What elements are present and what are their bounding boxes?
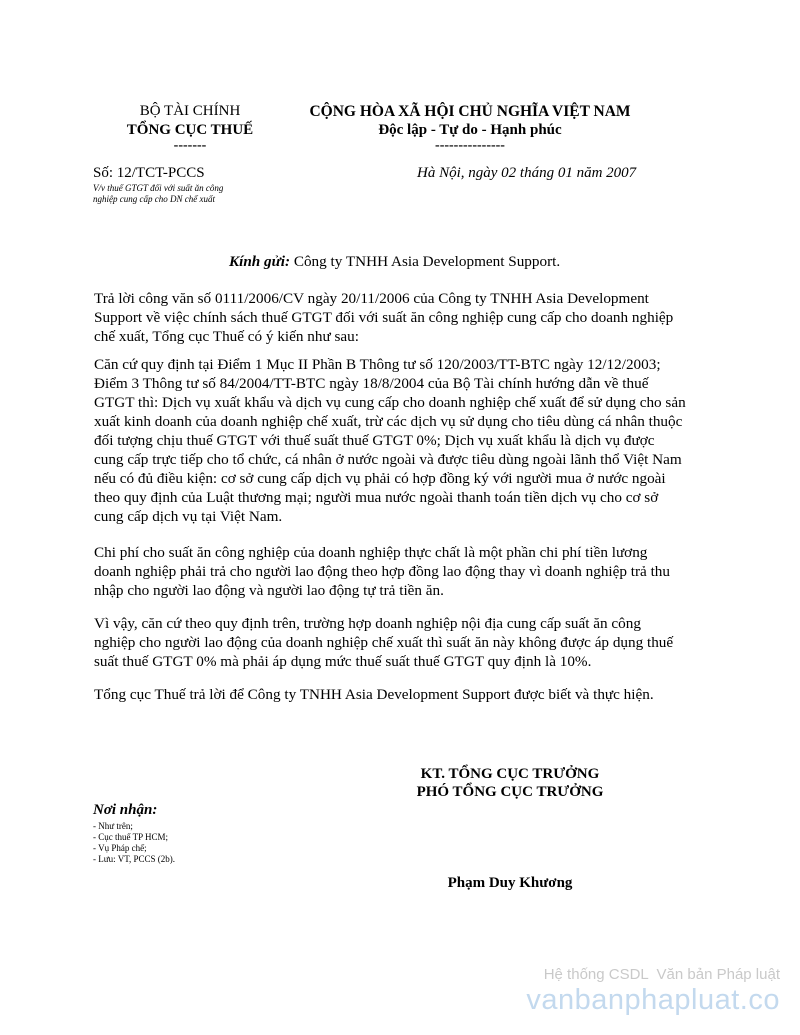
watermark-caption: Hệ thống CSDL Văn bản Pháp luật [543,966,780,983]
national-motto: Độc lập - Tự do - Hạnh phúc [378,122,562,138]
salutation-label: Kính gửi: [229,253,291,270]
document-number: Số: 12/TCT-PCCS [93,165,205,181]
recipients-title: Nơi nhận: [93,802,158,818]
document-subject-line-1: V/v thuế GTGT đối với suất ăn công [93,183,224,193]
body-paragraph-2: Căn cứ quy định tại Điểm 1 Mục II Phần B Thông tư số 120/2003/TT-BTC ngày 12/12/2003; Điểm 3 Thông tư số 84/2004/TT-BTC ngày 18/8/2004 của Bộ Tài chính hướng dẫn về thuế GTGT thì: Dịch vụ xuất khẩu và dịch vụ cung cấp cho doanh nghiệp chế xuất để sử dụng cho sản xuất kinh doanh của doanh nghiệp chế xuất, trừ các dịch vụ sử dụng cho tiêu dùng cá nhân thuộc đối tượng chịu thuế GTGT với thuế suất thuế GTGT 0%; Dịch vụ xuất khẩu là dịch vụ được cung cấp trực tiếp cho tổ chức, cá nhân ở nước ngoài và được tiêu dùng ngoài lãnh thổ Việt Nam nếu có đủ điều kiện: cơ sở cung cấp dịch vụ phải có hợp đồng ký với người mua ở nước ngoài theo quy định của Luật thương mại; người mua nước ngoài thanh toán tiền dịch vụ cho cơ sở cung cấp dịch vụ tại Việt Nam. [94,356,686,525]
recipient-item: - Vụ Pháp chế; [93,843,147,853]
body-paragraph-1: Trả lời công văn số 0111/2006/CV ngày 20/11/2006 của Công ty TNHH Asia Development Support về việc chính sách thuế GTGT đối với suất ăn công nghiệp cung cấp cho doanh nghiệp chế xuất, Tổng cục Thuế có ý kiến như sau: [94,290,674,345]
recipients-list [93,821,175,865]
salutation-recipient: Công ty TNHH Asia Development Support. [290,253,561,270]
signature-title-line-2: PHÓ TỔNG CỤC TRƯỞNG [416,784,604,800]
document-date: Hà Nội, ngày 02 tháng 01 năm 2007 [417,165,637,181]
document-subject-line-2: nghiệp cung cấp cho DN chế xuất [93,194,215,204]
salutation [229,253,560,271]
ministry-name: BỘ TÀI CHÍNH [139,103,241,119]
left-divider: ------- [173,138,207,153]
signer-name: Phạm Duy Khương [447,875,573,891]
body-paragraph-3: Chi phí cho suất ăn công nghiệp của doanh nghiệp thực chất là một phần chi phí tiền lương doanh nghiệp phải trả cho người lao động theo hợp đồng lao động thay vì doanh nghiệp trả thu nhập cho người lao động và người lao động tự trả tiền ăn. [94,544,670,599]
body-paragraph-5: Tổng cục Thuế trả lời để Công ty TNHH Asia Development Support được biết và thực hiện. [94,686,654,703]
recipient-item: - Cục thuế TP HCM; [93,832,169,842]
right-divider: --------------- [435,138,505,153]
department-name: TỔNG CỤC THUẾ [126,122,254,138]
country-name: CỘNG HÒA XÃ HỘI CHỦ NGHĨA VIỆT NAM [309,103,631,120]
body-paragraph-4: Vì vậy, căn cứ theo quy định trên, trường hợp doanh nghiệp nội địa cung cấp suất ăn công nghiệp cho người lao động của doanh nghiệp chế xuất thì suất ăn này không được áp dụng thuế suất thuế GTGT 0% mà phải áp dụng mức thuế suất thuế GTGT quy định là 10%. [94,615,674,670]
recipient-item: - Lưu: VT, PCCS (2b). [93,854,176,864]
watermark-site: vanbanphapluat.co [526,984,780,1016]
signature-title-line-1: KT. TỔNG CỤC TRƯỞNG [420,766,600,782]
recipient-item: - Như trên; [93,821,133,831]
